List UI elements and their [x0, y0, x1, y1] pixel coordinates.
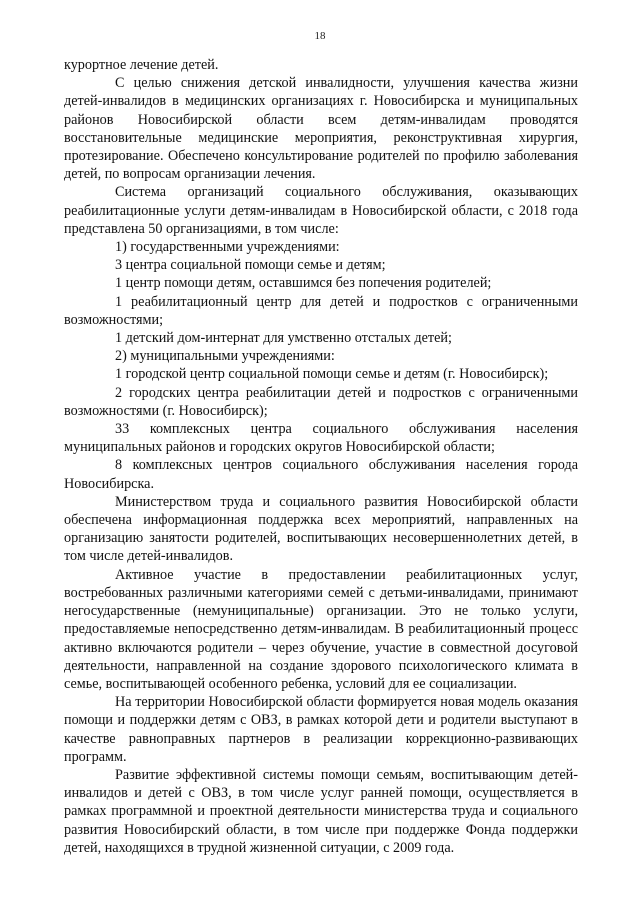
list-item: 1 центр помощи детям, оставшимся без попечения родителей;: [115, 275, 492, 292]
list-item: 2 городских центра реабилитации детей и подростков с ограниченными возможностями (г. Новосибирск);: [64, 384, 578, 419]
list-item: 8 комплексных центров социального обслуживания населения города Новосибирска.: [64, 457, 578, 492]
paragraph: Развитие эффективной системы помощи семьям, воспитывающим детей-инвалидов и детей с ОВЗ, в том числе услуг ранней помощи, осуществляется в рамках программной и проектной деятельности министерства труда и социального развития Новосибирский области, в том числе при поддержке Фонда поддержки детей, находящихся в трудной жизненной ситуации, с 2009 года.: [64, 766, 578, 856]
list-heading: 2) муниципальными учреждениями:: [115, 348, 335, 365]
list-item: 33 комплексных центра социального обслуживания населения муниципальных районов и городских округов Новосибирской области;: [64, 421, 578, 456]
paragraph: С целью снижения детской инвалидности, улучшения качества жизни детей-инвалидов в медицинских организациях г. Новосибирска и муниципальных районов Новосибирской области всем детям-инвалидам проводятся восстановительные медицинские мероприятия, реконструктивная хирургия, протезирование. Обеспечено консультирование родителей по профилю заболевания детей, по вопросам организации лечения.: [64, 75, 578, 183]
paragraph: Активное участие в предоставлении реабилитационных услуг, востребованных различными категориями семей с детьми-инвалидами, принимают негосударственные (немуниципальные) организации. Это не только услуги, предоставляемые непосредственно детям-инвалидам. В реабилитационный процесс активно включаются родители – через обучение, участие в совместной досуговой деятельности, направленной на создание здорового психологического климата в семье, воспитывающей особенного ребенка, условий для ее социализации.: [64, 566, 578, 692]
paragraph: На территории Новосибирской области формируется новая модель оказания помощи и поддержки детям с ОВЗ, в рамках которой дети и родители выступают в качестве равноправных партнеров в реализации коррекционно-развивающих программ.: [64, 694, 578, 765]
list-item: 3 центра социальной помощи семье и детям;: [115, 257, 386, 274]
list-item: 1 городской центр социальной помощи семье и детям (г. Новосибирск);: [115, 366, 549, 383]
paragraph: Система организаций социального обслуживания, оказывающих реабилитационные услуги детям-инвалидам в Новосибирской области, с 2018 года представлена 50 организациями, в том числе:: [64, 184, 578, 237]
list-heading: 1) государственными учреждениями:: [115, 239, 340, 256]
page-number: 18: [314, 30, 326, 42]
list-item: 1 реабилитационный центр для детей и подростков с ограниченными возможностями;: [64, 293, 578, 328]
document-body: [64, 56, 578, 857]
paragraph: курортное лечение детей.: [64, 57, 219, 73]
paragraph: Министерством труда и социального развития Новосибирской области обеспечена информационная поддержка всех мероприятий, направленных на организацию занятости родителей, воспитывающих несовершеннолетних детей, в том числе детей-инвалидов.: [64, 493, 578, 565]
list-item: 1 детский дом-интернат для умственно отсталых детей;: [115, 330, 452, 347]
